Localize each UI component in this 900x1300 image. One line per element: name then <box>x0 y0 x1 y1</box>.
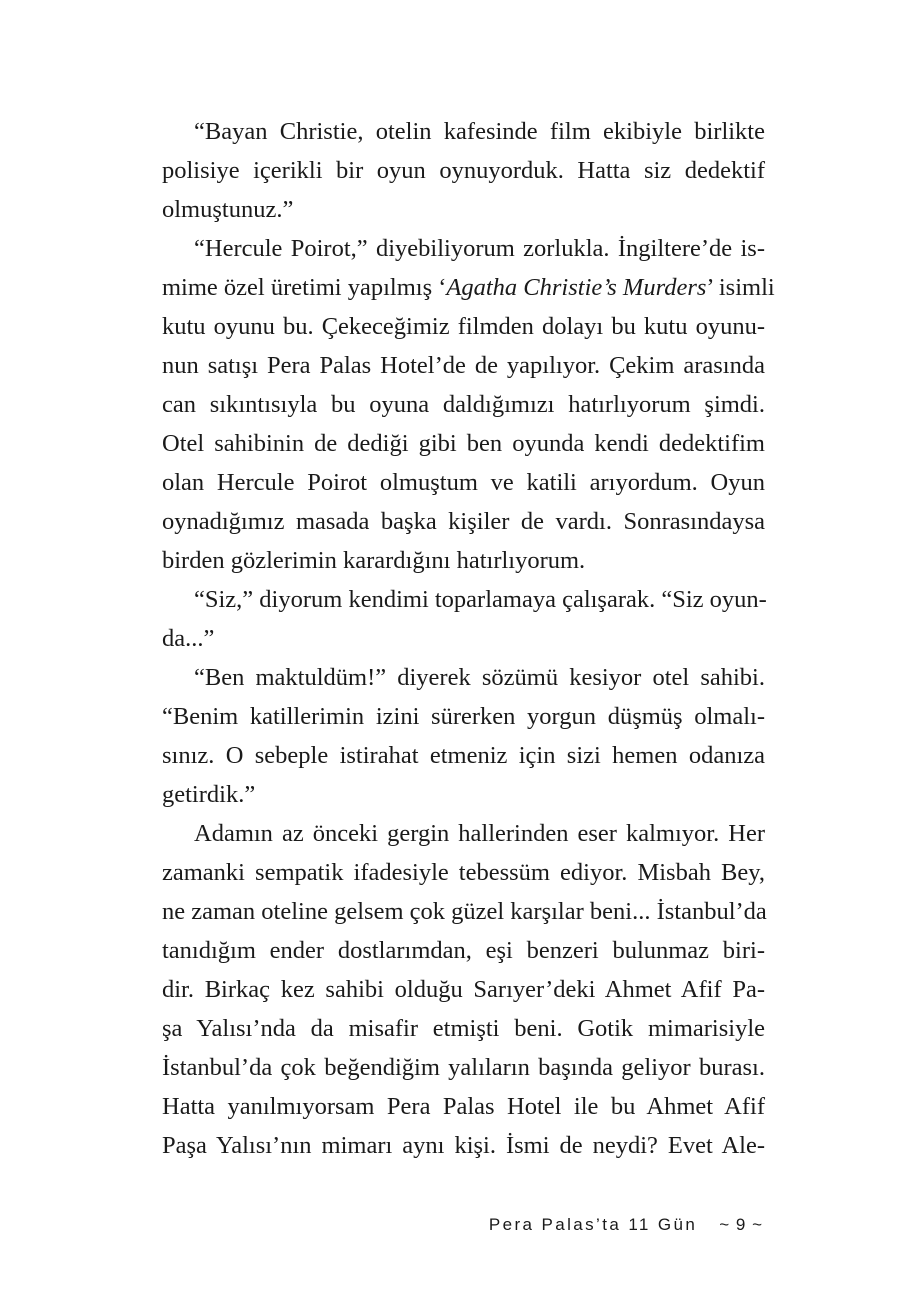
paragraph <box>162 112 765 229</box>
text-line: can sıkıntısıyla bu oyuna daldığımızı hatırlıyorum şimdi. <box>162 391 765 418</box>
page-number: ~ 9 ~ <box>719 1215 763 1234</box>
text-line: da...” <box>162 625 215 652</box>
text-line: oynadığımız masada başka kişiler de vardı. Sonrasındaysa <box>162 508 765 535</box>
text-line: “Benim katillerimin izini sürerken yorgun düşmüş olmalı- <box>162 703 765 730</box>
text-line: olmuştunuz.” <box>162 196 294 223</box>
text-line: Paşa Yalısı’nın mimarı aynı kişi. İsmi de neydi? Evet Ale- <box>162 1132 765 1159</box>
text-line <box>162 268 775 307</box>
paragraph <box>162 580 765 658</box>
text-line: Adamın az önceki gergin hallerinden eser kalmıyor. Her <box>194 820 765 847</box>
text-line-part: mime özel üretimi yapılmış ‘Agatha Christie’s Murders’ isimli <box>162 274 775 301</box>
text-line: Hatta yanılmıyorsam Pera Palas Hotel ile bu Ahmet Afif <box>162 1093 765 1120</box>
text-line: zamanki sempatik ifadesiyle tebessüm ediyor. Misbah Bey, <box>162 859 765 886</box>
text-line: şa Yalısı’nda da misafir etmişti beni. Gotik mimarisiyle <box>162 1015 765 1042</box>
text-line: olan Hercule Poirot olmuştum ve katili arıyordum. Oyun <box>162 469 765 496</box>
text-line: “Ben maktuldüm!” diyerek sözümü kesiyor otel sahibi. <box>194 664 765 691</box>
text-line: tanıdığım ender dostlarımdan, eşi benzeri bulunmaz biri- <box>162 937 765 964</box>
text-line: “Bayan Christie, otelin kafesinde film ekibiyle birlikte <box>194 118 765 145</box>
text-line: dir. Birkaç kez sahibi olduğu Sarıyer’deki Ahmet Afif Pa- <box>162 976 765 1003</box>
paragraph <box>162 229 775 580</box>
text-line: kutu oyunu bu. Çekeceğimiz filmden dolayı bu kutu oyunu- <box>162 313 765 340</box>
paragraph <box>162 814 765 1165</box>
paragraph <box>162 658 765 814</box>
text-line: polisiye içerikli bir oyun oynuyorduk. Hatta siz dedektif <box>162 157 765 184</box>
body-text <box>162 112 775 1165</box>
text-line: “Hercule Poirot,” diyebiliyorum zorlukla. İngiltere’de is- <box>194 235 765 262</box>
text-line: nun satışı Pera Palas Hotel’de de yapılıyor. Çekim arasında <box>162 352 765 379</box>
text-line: Otel sahibinin de dediği gibi ben oyunda kendi dedektifim <box>162 430 765 457</box>
running-footer <box>489 1215 763 1235</box>
text-line: birden gözlerimin karardığını hatırlıyorum. <box>162 547 586 574</box>
text-line: “Siz,” diyorum kendimi toparlamaya çalışarak. “Siz oyun- <box>194 586 767 613</box>
text-line: İstanbul’da çok beğendiğim yalıların başında geliyor burası. <box>162 1054 765 1081</box>
text-line: getirdik.” <box>162 781 256 808</box>
book-title: Pera Palas’ta 11 Gün <box>488 1215 698 1234</box>
text-line: ne zaman oteline gelsem çok güzel karşılar beni... İstanbul’da <box>162 898 767 925</box>
text-line: sınız. O sebeple istirahat etmeniz için sizi hemen odanıza <box>162 742 765 769</box>
